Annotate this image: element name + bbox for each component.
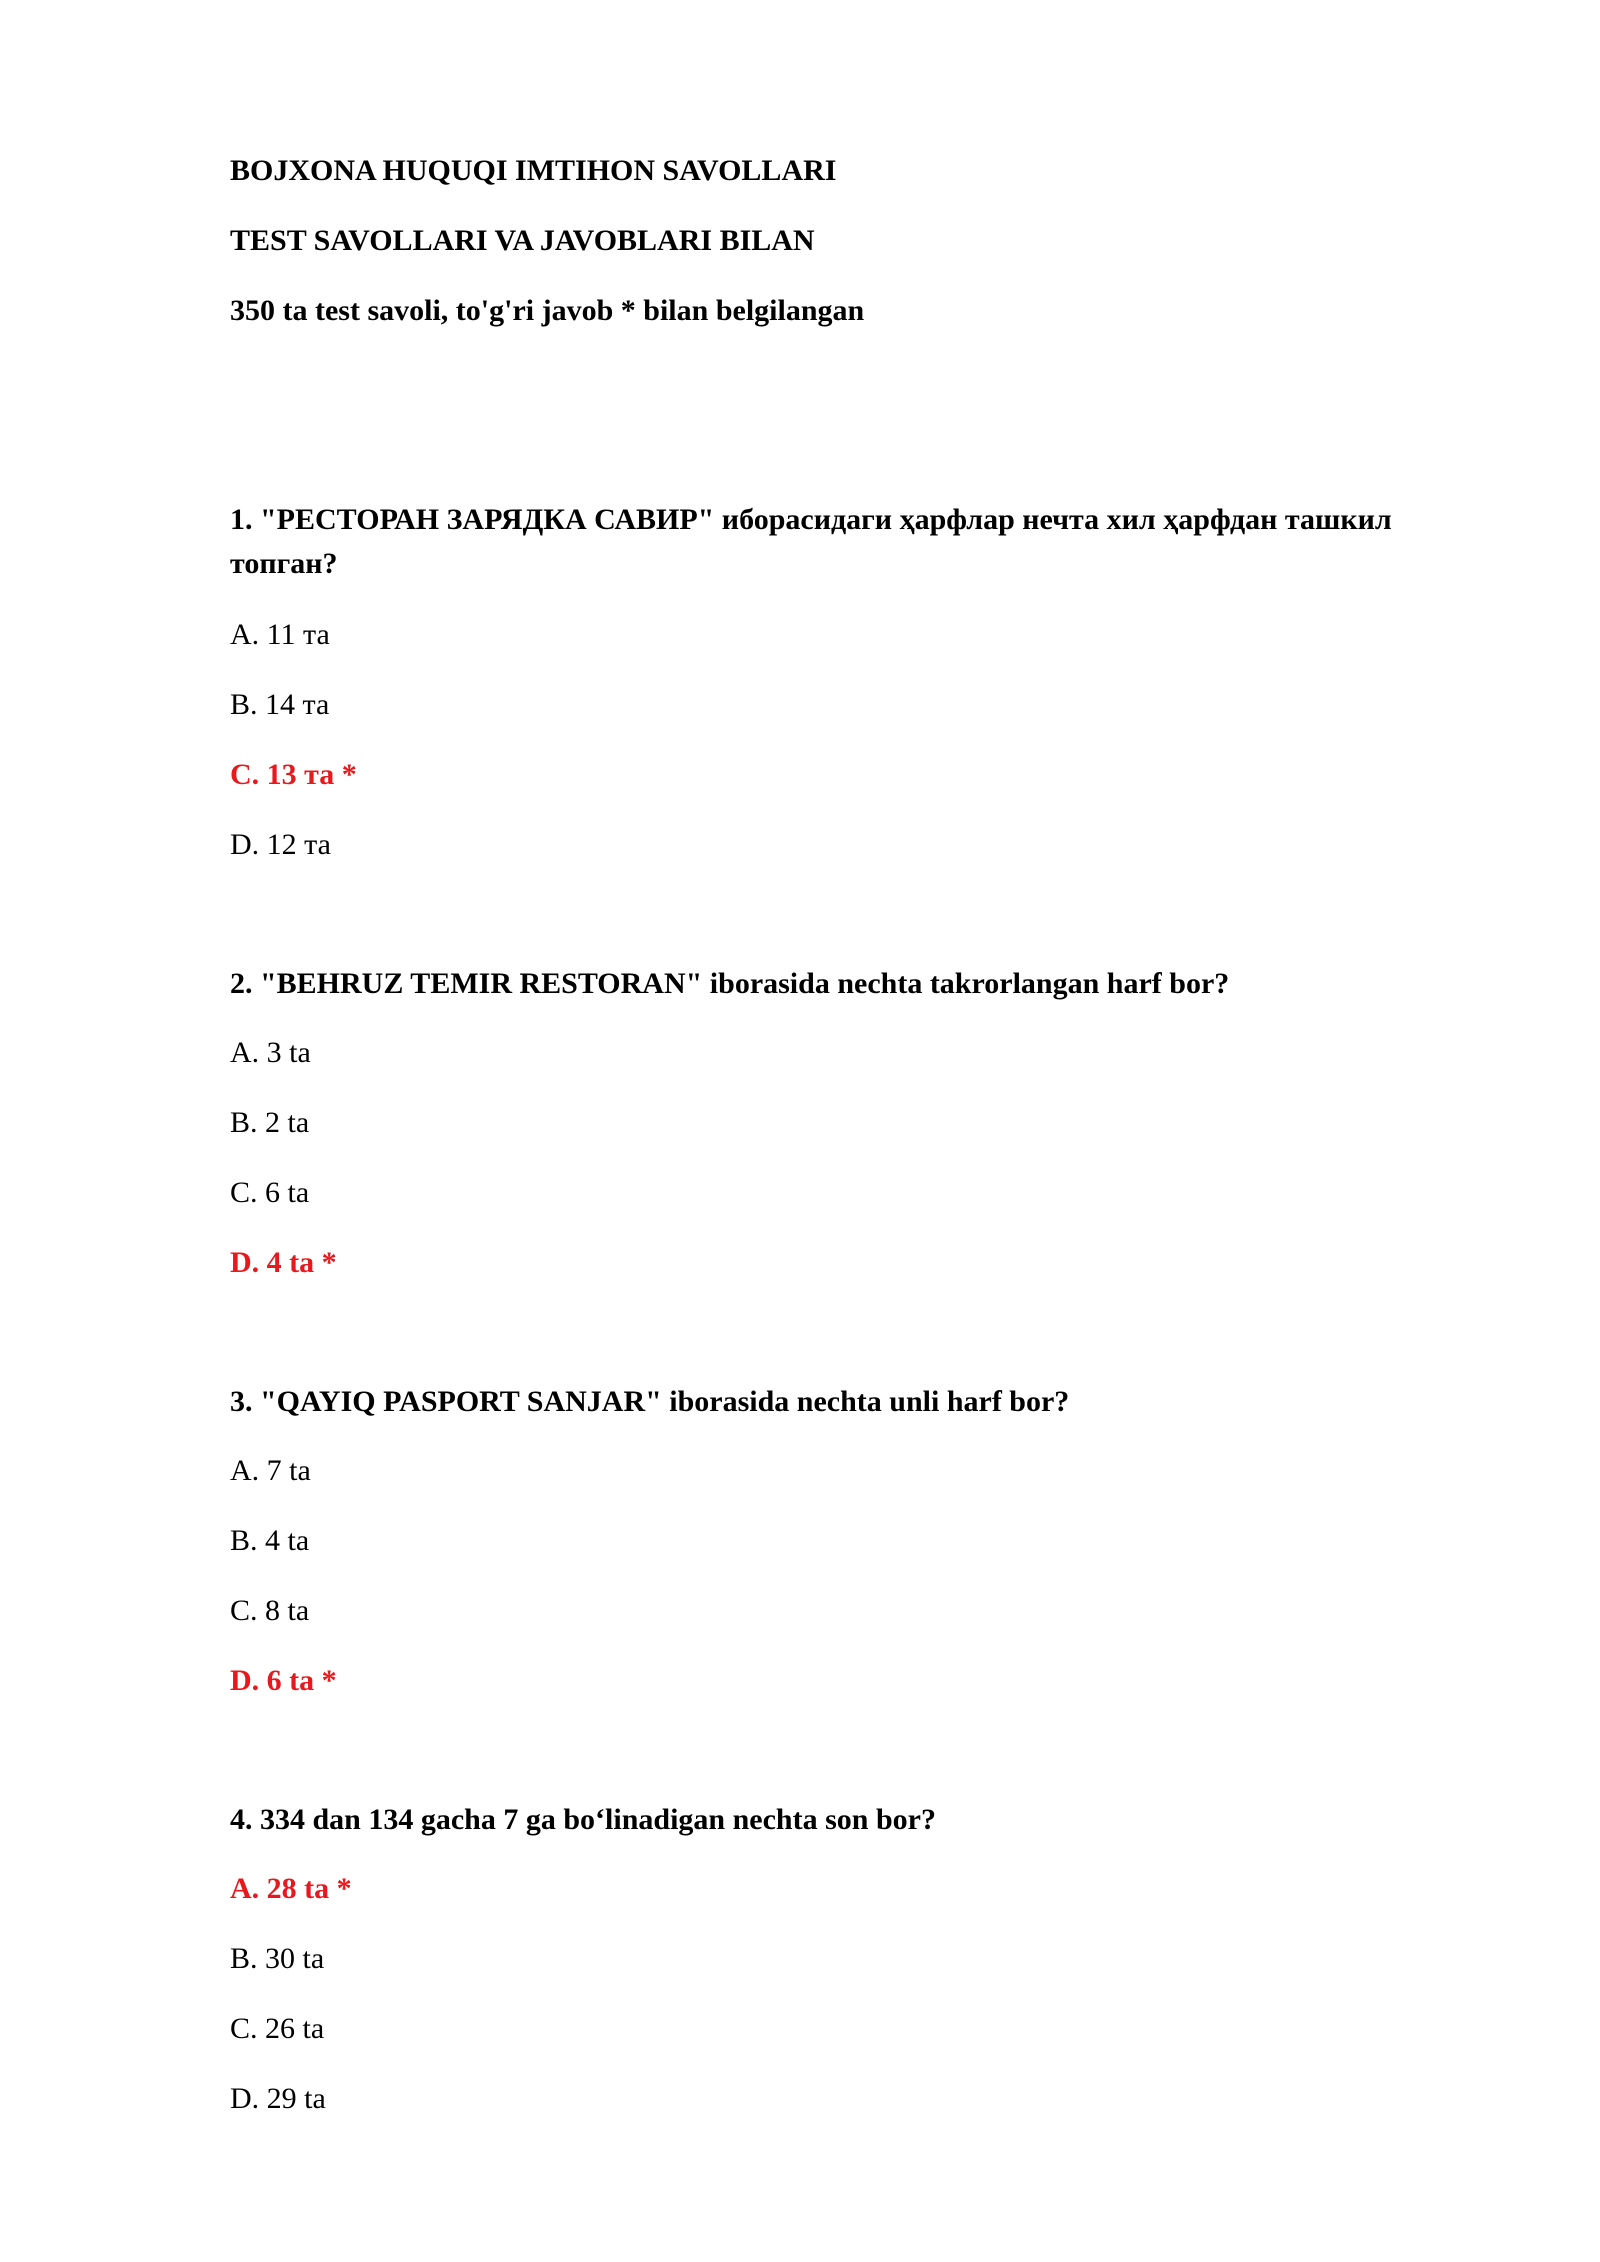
question-1-option-b: B. 14 та xyxy=(230,688,330,721)
question-2-option-b: B. 2 ta xyxy=(230,1106,310,1139)
question-3-option-d: D. 6 ta * xyxy=(230,1664,337,1697)
question-4-option-c: C. 26 ta xyxy=(230,2012,325,2045)
document-title: BOJXONA HUQUQI IMTIHON SAVOLLARI xyxy=(230,154,837,187)
question-4-option-a: A. 28 ta * xyxy=(230,1872,352,1905)
question-1-option-c: C. 13 та * xyxy=(230,758,357,791)
question-1: 1. "РЕСТОРАН ЗАРЯДКА САВИР" иборасидаги ҳарфлар нечта хил ҳарфдан ташкил топган? xyxy=(230,503,1392,580)
document-subtitle: TEST SAVOLLARI VA JAVOBLARI BILAN xyxy=(230,224,815,257)
question-4: 4. 334 dan 134 gacha 7 ga bo‘linadigan nechta son bor? xyxy=(230,1803,936,1836)
question-4-option-b: B. 30 ta xyxy=(230,1942,325,1975)
question-1-option-a: A. 11 та xyxy=(230,618,330,651)
question-2-option-c: C. 6 ta xyxy=(230,1176,310,1209)
question-2: 2. "BEHRUZ TEMIR RESTORAN" iborasida nechta takrorlangan harf bor? xyxy=(230,967,1230,1000)
question-3: 3. "QAYIQ PASPORT SANJAR" iborasida nechta unli harf bor? xyxy=(230,1385,1070,1418)
question-2-option-a: A. 3 ta xyxy=(230,1036,311,1069)
question-2-option-d: D. 4 ta * xyxy=(230,1246,337,1279)
question-3-option-c: C. 8 ta xyxy=(230,1594,310,1627)
document-note: 350 ta test savoli, to'g'ri javob * bilan belgilangan xyxy=(230,294,865,327)
question-1-option-d: D. 12 та xyxy=(230,828,331,861)
question-3-option-b: B. 4 ta xyxy=(230,1524,310,1557)
question-3-option-a: A. 7 ta xyxy=(230,1454,311,1487)
question-4-option-d: D. 29 ta xyxy=(230,2082,326,2115)
